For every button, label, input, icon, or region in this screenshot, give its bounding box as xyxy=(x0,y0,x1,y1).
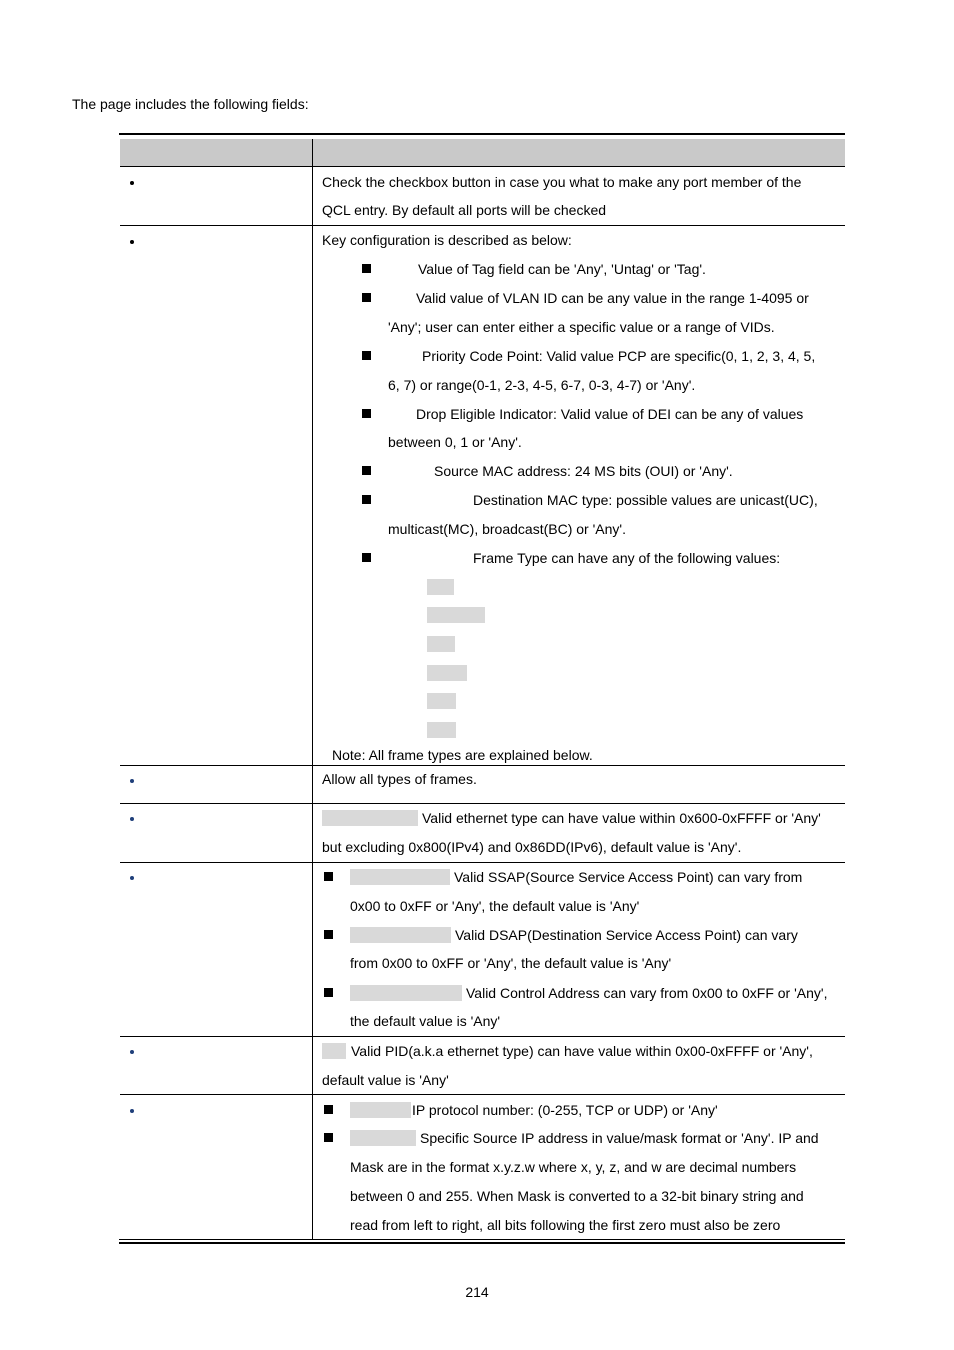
dei-description: between 0, 1 or 'Any'. xyxy=(388,434,522,450)
dmac-description: Destination MAC type: possible values are unicast(UC), xyxy=(473,492,818,508)
sip-description: between 0 and 255. When Mask is converted to a 32-bit binary string and xyxy=(350,1188,804,1204)
control-description: Valid Control Address can vary from 0x00 to 0xFF or 'Any', xyxy=(466,985,828,1001)
table-header xyxy=(120,139,845,167)
pid-description: default value is 'Any' xyxy=(322,1072,449,1088)
square-bullet-icon xyxy=(324,872,333,881)
dsap-description: Valid DSAP(Destination Service Access Point) can vary xyxy=(455,927,798,943)
table-top-rule xyxy=(119,133,845,135)
pcp-description: Priority Code Point: Valid value PCP are specific(0, 1, 2, 3, 4, 5, xyxy=(422,348,816,364)
redacted-frame-type xyxy=(427,579,454,595)
dmac-description: multicast(MC), broadcast(BC) or 'Any'. xyxy=(388,521,626,537)
ip-protocol-description: IP protocol number: (0-255, TCP or UDP) or 'Any' xyxy=(412,1102,718,1118)
sip-description: read from left to right, all bits following the first zero must also be zero xyxy=(350,1217,781,1233)
row-divider xyxy=(120,803,845,804)
bullet-icon xyxy=(130,779,134,783)
port-members-text: QCL entry. By default all ports will be checked xyxy=(322,202,607,218)
redacted-frame-type xyxy=(427,722,456,738)
row-divider xyxy=(120,225,845,226)
square-bullet-icon xyxy=(362,466,371,475)
column-divider xyxy=(312,139,313,1240)
intro-text: The page includes the following fields: xyxy=(72,96,309,112)
bullet-icon xyxy=(130,181,134,185)
bullet-icon xyxy=(130,1050,134,1054)
redacted-frame-type xyxy=(427,693,456,709)
ethernet-description: Valid ethernet type can have value within 0x600-0xFFFF or 'Any' xyxy=(422,810,821,826)
bullet-icon xyxy=(130,876,134,880)
square-bullet-icon xyxy=(362,264,371,273)
vid-description: Valid value of VLAN ID can be any value in the range 1-4095 or xyxy=(416,290,809,306)
row-divider xyxy=(120,765,845,766)
frame-type-description: Frame Type can have any of the following values: xyxy=(473,550,781,566)
square-bullet-icon xyxy=(362,351,371,360)
redacted-frame-type xyxy=(427,665,467,681)
square-bullet-icon xyxy=(324,1133,333,1142)
pid-description: Valid PID(a.k.a ethernet type) can have value within 0x00-0xFFFF or 'Any', xyxy=(351,1043,813,1059)
dsap-description: from 0x00 to 0xFF or 'Any', the default value is 'Any' xyxy=(350,955,672,971)
ssap-description: Valid SSAP(Source Service Access Point) can vary from xyxy=(454,869,803,885)
redacted-label xyxy=(322,810,418,826)
dei-description: Drop Eligible Indicator: Valid value of DEI can be any of values xyxy=(416,406,804,422)
row-divider xyxy=(120,862,845,863)
table-bottom-rule xyxy=(119,1239,845,1240)
sip-description: Specific Source IP address in value/mask format or 'Any'. IP and xyxy=(420,1130,819,1146)
redacted-label xyxy=(322,1043,346,1059)
square-bullet-icon xyxy=(362,553,371,562)
bullet-icon xyxy=(130,817,134,821)
frame-types-note: Note: All frame types are explained below. xyxy=(332,747,593,763)
square-bullet-icon xyxy=(362,495,371,504)
row-divider xyxy=(120,1094,845,1095)
redacted-label xyxy=(350,1130,416,1146)
square-bullet-icon xyxy=(324,1105,333,1114)
redacted-label xyxy=(350,927,451,943)
ethernet-description: but excluding 0x800(IPv4) and 0x86DD(IPv6), default value is 'Any'. xyxy=(322,839,742,855)
square-bullet-icon xyxy=(324,988,333,997)
sip-description: Mask are in the format x.y.z.w where x, y, z, and w are decimal numbers xyxy=(350,1159,797,1175)
key-params-intro: Key configuration is described as below: xyxy=(322,232,572,248)
redacted-label xyxy=(350,985,462,1001)
port-members-text: Check the checkbox button in case you what to make any port member of the xyxy=(322,174,802,190)
square-bullet-icon xyxy=(324,930,333,939)
redacted-label xyxy=(350,1102,411,1118)
square-bullet-icon xyxy=(362,409,371,418)
bullet-icon xyxy=(130,1109,134,1113)
redacted-frame-type xyxy=(427,607,485,623)
row-divider xyxy=(120,1036,845,1037)
redacted-frame-type xyxy=(427,636,455,652)
row-divider xyxy=(120,166,845,167)
smac-description: Source MAC address: 24 MS bits (OUI) or 'Any'. xyxy=(434,463,733,479)
ssap-description: 0x00 to 0xFF or 'Any', the default value is 'Any' xyxy=(350,898,640,914)
control-description: the default value is 'Any' xyxy=(350,1013,501,1029)
redacted-label xyxy=(350,869,450,885)
bullet-icon xyxy=(130,240,134,244)
square-bullet-icon xyxy=(362,293,371,302)
pcp-description: 6, 7) or range(0-1, 2-3, 4-5, 6-7, 0-3, 4-7) or 'Any'. xyxy=(388,377,696,393)
tag-description: Value of Tag field can be 'Any', 'Untag' or 'Tag'. xyxy=(418,261,706,277)
page-number: 214 xyxy=(465,1284,489,1300)
vid-description: 'Any'; user can enter either a specific value or a range of VIDs. xyxy=(388,319,775,335)
any-description: Allow all types of frames. xyxy=(322,771,477,787)
table-bottom-rule xyxy=(119,1242,845,1244)
